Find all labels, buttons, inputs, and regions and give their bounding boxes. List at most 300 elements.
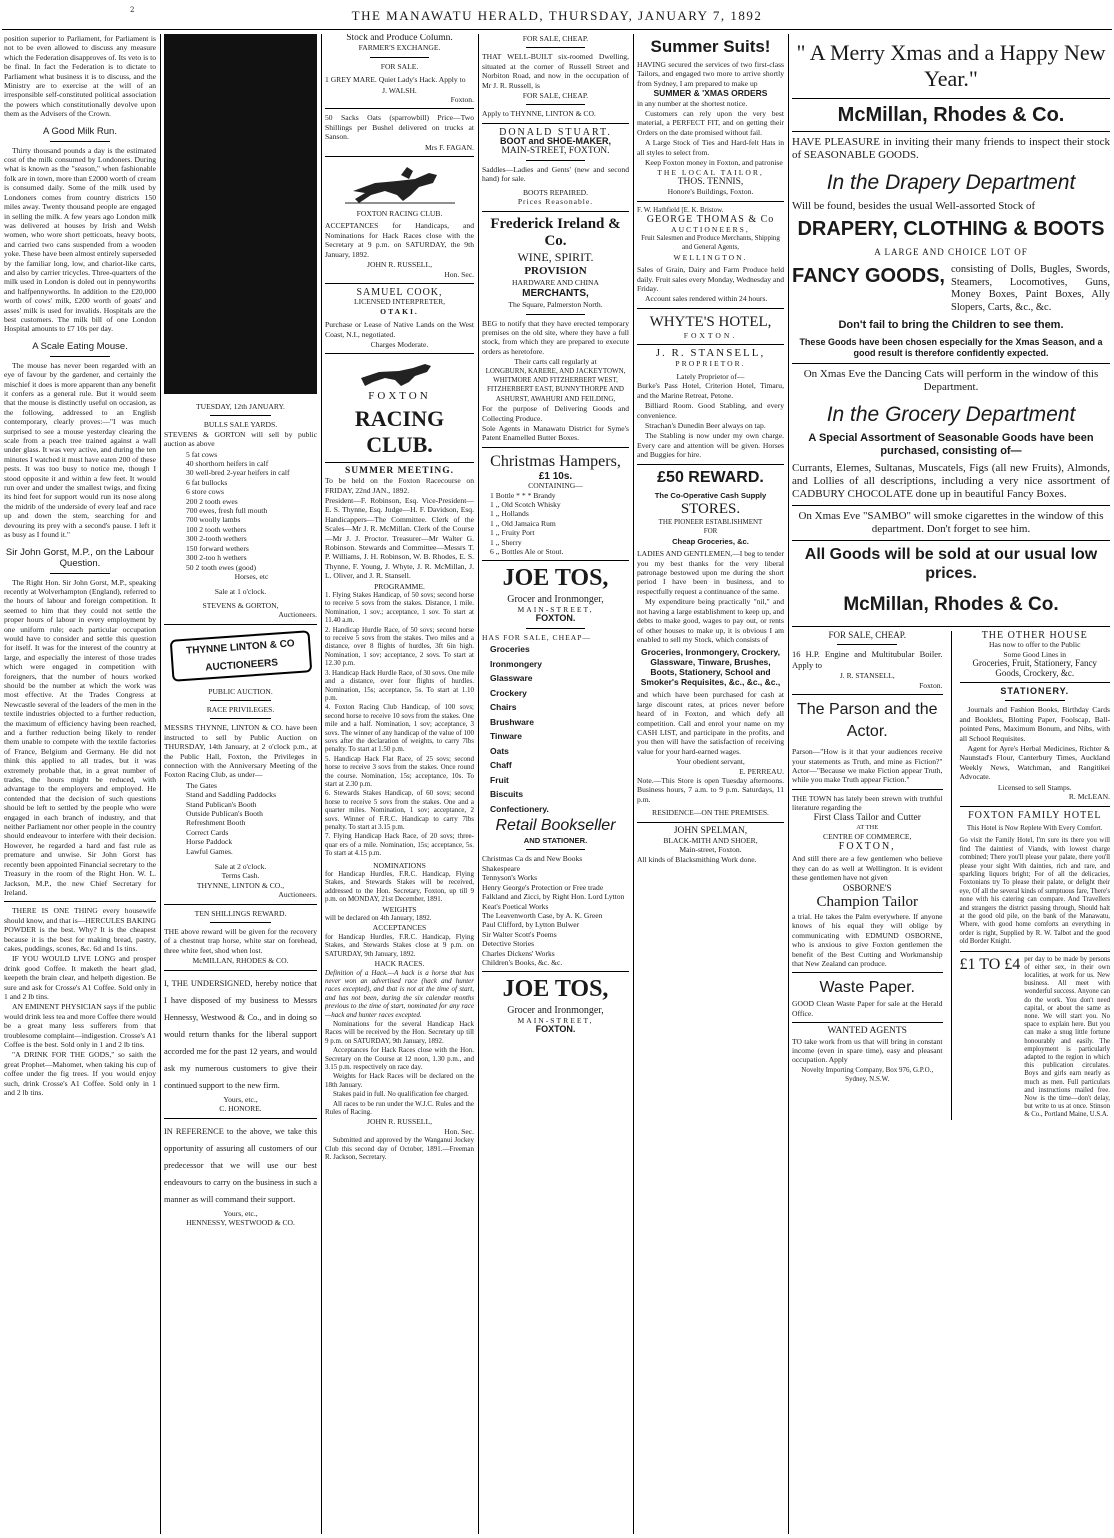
fi-address: The Square, Palmerston North. <box>508 300 603 310</box>
column-4 <box>482 34 629 1534</box>
list-item: Lawful Games. <box>186 846 233 856</box>
divider <box>792 694 943 695</box>
hotel-poem: Go visit the Family Hotel, I'm sure its there you will find The daintiest of Viands, with lowest charge combined; There you'll please your palate, there you'll please your sight With dainties, rich and rare, and sparkling liquors bright; For of all the delicacies, Foxtonians try To please their palate, or delight their eye, Of all the several kinds of sumptuous fare, There's none with his catering can compare. And Travellers and strangers the district passing through, Should halt at the good old pile, on the bank of the Manawatu, Where, with good home comforts an everything in order is right, Supplied by R. W. Talbot and the good old Border Knight. <box>959 837 1110 946</box>
list-item: 700 ewes, fresh full mouth <box>186 506 268 516</box>
oh-offer: Has now to offer to the Public <box>989 640 1081 650</box>
list-item: Paul Clifford, by Lytton Bulwer <box>482 920 580 930</box>
list-item: 6 store cows <box>186 487 224 497</box>
divider <box>482 447 629 448</box>
gt-firm: GEORGE THOMAS & Co <box>646 214 775 226</box>
divider <box>210 922 271 923</box>
divider <box>792 789 943 790</box>
ladies-notice: LADIES AND GENTLEMEN,—I beg to tender you my best thanks for the very liberal patronage bestowed upon me during the short period I have been in business, and to respectfully request a continuance of the same. <box>637 549 784 596</box>
nominations-body: for Handicap Hurdles, F.R.C. Handicap, Flying Stakes, and Stewards Stakes will be received, addressed to the Hon. Secretary, Foxton, up till 9 p.m. on MONDAY, 21st December, 1891. <box>325 870 474 904</box>
reward-body: THE above reward will be given for the recovery of a chestnut trap horse, white star on forehead, three white feet, shod when lost. <box>164 927 317 955</box>
divider <box>325 462 474 463</box>
hp-signature: J. R. STANSELL, <box>839 671 895 681</box>
joe-tos-title: JOE TOS, <box>502 565 609 592</box>
list-item: Stand Publican's Booth <box>186 799 257 809</box>
parson-title: The Parson and the Actor. <box>796 701 938 741</box>
list-item: 300 2-tooth wethers <box>186 534 247 544</box>
approved-note: Submitted and approved by the Wanganui Jockey Club this second day of October, 1891.—Freeman R. Jackson, Secretary. <box>325 1136 474 1162</box>
stuart-address: MAIN-STREET, FOXTON. <box>501 145 610 156</box>
bulls-signature: STEVENS & GORTON, <box>202 600 279 610</box>
fi-hardware: HARDWARE AND CHINA <box>512 277 599 287</box>
purchased-notice: and which have been purchased for cash at large discount rates, at prices never before heard of in Foxton, and which defy all competition. Call and enrol your name on my CASH LIST, and participate in the profits, and you then will have the satisfaction of receiving value for your hard-earned wages. <box>637 690 784 756</box>
store-hours: Note.—This Store is open Tuesday afternoons. Business hours, 7 a.m. to 9 p.m. Saturdays, 11 p.m. <box>637 775 784 804</box>
divider <box>792 98 1110 99</box>
trial-notice: a trial. He takes the Palm everywhere. If anyone knows of his equal they will oblige by communicating with EDMUND OSBORNE, who is anxious to give Foxton gentlemen the benefit of the Best Cutting and Workmanship that New Zealand can produce. <box>792 911 943 968</box>
race-item: 6. Stewards Stakes Handicap, of 60 sovs; second horse to receive 5 sovs from the stakes. One and a quarter miles. Nomination, 1 sov; acceptance, 2 sovs. Winner of F.R.C. Handicap to carry 7lbs penalty. To start at 3.15 p.m. <box>325 789 474 831</box>
hennessy-notice: IN REFERENCE to the above, we take this opportunity of assuring all customers of our predecessor that we will use our best endeavours to carry on the business in such a manner as will command their support. <box>164 1126 317 1204</box>
public-auction-title: PUBLIC AUCTION. <box>208 686 273 696</box>
list-item: The Leavenworth Case, by A. K. Green <box>482 910 603 920</box>
joe-tos-trade-2: Grocer and Ironmonger, <box>507 1005 604 1017</box>
osborne-name: OSBORNE'S <box>842 882 892 893</box>
list-item: Charles Dickens' Works <box>482 948 555 958</box>
list-item: Children's Books, &c. &c. <box>482 957 563 967</box>
lower-right-column <box>960 631 1111 1120</box>
list-item: The Gates <box>186 780 217 790</box>
divider <box>792 626 1110 627</box>
rc-title: RACING CLUB. <box>354 405 445 457</box>
fi-name: Frederick Ireland & Co. <box>490 215 621 249</box>
fifty-pound-reward: £50 REWARD. <box>657 468 764 486</box>
stationery-heading: STATIONERY. <box>1000 686 1070 697</box>
list-item: 200 2 tooth ewes <box>186 496 238 506</box>
column-2 <box>164 34 317 1534</box>
hercules-ad: THERE IS ONE THING every housewife should know, and that is—HERCULES BAKING POWDER is the best. Why? It is the cheapest because it is the best for making bread, pastry, cakes, puddings, scones, &c. 6d and 1s tins. <box>4 906 156 953</box>
redacted-block <box>164 34 317 394</box>
accept-role: Hon. Sec. <box>444 269 474 279</box>
retail-bookseller: Retail Bookseller <box>495 817 616 835</box>
stores-label: STORES. <box>680 501 741 518</box>
column-5 <box>637 34 784 1534</box>
joe-tos-town: FOXTON. <box>535 613 576 624</box>
divider <box>960 951 1111 952</box>
local-tailor: THE LOCAL TAILOR, <box>657 168 764 178</box>
billiard-room: Billiard Room. Good Stabling, and every convenience. <box>637 401 784 420</box>
list-item: Stand and Saddling Paddocks <box>186 790 277 800</box>
cook-charges: Charges Moderate. <box>370 339 429 349</box>
all-goods: All Goods will be sold at our usual low prices. <box>804 546 1098 582</box>
rc-date: To be held on the Foxton Racecourse on FRIDAY, 22nd JAN., 1892. <box>325 476 474 495</box>
merry-xmas: " A Merry Xmas and a Happy New Year." <box>796 40 1106 91</box>
wanted-signature: Novelty Importing Company, Box 976, G.P.O., Sydney, N.S.W. <box>801 1065 934 1084</box>
list-item: Fruit <box>490 774 509 785</box>
reward-title: TEN SHILLINGS REWARD. <box>194 908 287 918</box>
whyte-hotel: WHYTE'S HOTEL, <box>649 313 772 330</box>
hack-nominations: Nominations for the several Handicap Hack Races will be received by the Hon. Secretary up till 9 p.m. on SATURDAY, 9th January, 1892. <box>325 1019 474 1045</box>
mrc-title-2: McMillan, Rhodes & Co. <box>843 594 1059 615</box>
fi-towns: LONGBURN, KARERE, AND JACKEYTOWN, WHITMORE AND FITZHERBERT WEST, FITZHERBERT EAST, BUNNYTHORPE AND ASHURST, AWAHURI AND FEILDING, <box>485 366 626 403</box>
column-rule <box>321 34 322 1534</box>
list-item: 150 forward wethers <box>186 543 249 553</box>
bulls-intro: STEVENS & GORTON will sell by public auction as above <box>164 429 317 449</box>
list-item: Detective Stories <box>482 939 535 949</box>
list-item: Chaff <box>490 760 512 771</box>
stabling: The Stabling is now under my own charge. Every care and attention will be given. Horses and Buggies for hire. <box>637 431 784 460</box>
gt-names: F. W. Hathfield [E. K. Bristow. <box>637 205 724 214</box>
scale-mouse-article: The mouse has never been regarded with an eye of favour by the gardener, and certainly the mischief it does is more apparent than any benefit it confers as a general rule. But it would seem that the mouse is distinctly useful on occasion, as the following, addressed to an English contemporary, clearly proves:—"I was much surprised to see a mouse yesterday clearing the scale from a peach tree trained against a wall under glass. It was very active, and during the ten minutes I watched it must have eaten 200 of these pests. It was too busy to notice me, though I stood opposite it and within a few feet. It would run over and under the smallest twigs, and fixing its hind feet for support would run its nose along the midrib of the underside of every leaf and race up and down the stem, searching for and devouring its prey with a second's pause. I left it as busy as I found it." <box>4 360 156 540</box>
stationery-body: Journals and Fashion Books, Birthday Cards and Booklets, Blotting Paper, Foolscap, Ball-pointed Pens, Maximum Bonum, and Nibs, with all School Requisites. <box>959 705 1110 743</box>
bulls-sale-time: Sale at 1 o'clock. <box>214 587 267 597</box>
divider <box>637 201 784 202</box>
divider <box>210 415 271 416</box>
reward-signature: McMILLAN, RHODES & CO. <box>192 956 289 966</box>
divider <box>164 1118 317 1119</box>
list-item: Outside Publican's Booth <box>186 809 263 818</box>
divider <box>210 718 271 719</box>
hp-town: Foxton. <box>919 680 943 690</box>
list-item: Horses, etc <box>234 571 269 581</box>
suits-ties: A Large Stock of Ties and Hard-felt Hats in all styles to select from. <box>637 138 784 157</box>
pounds-headline: £1 TO £4 <box>959 955 1021 973</box>
fi-body: BEG to notify that they have erected temporary premises on the old site, where they have a full stock, from which they are prepared to execute orders as heretofore. <box>482 318 629 356</box>
gt-body: Sales of Grain, Dairy and Farm Produce held daily. Fruit sales every Monday, Wednesday and Friday. <box>637 265 784 293</box>
list-item: Confectionery. <box>490 803 549 814</box>
stock-produce-title: Stock and Produce Column. <box>346 34 453 43</box>
bulls-yards: BULLS SALE YARDS. <box>203 420 278 430</box>
hennessy-yours: Yours, etc., <box>223 1208 258 1218</box>
mare-place: Foxton. <box>450 95 474 105</box>
divider <box>526 47 585 48</box>
foxton-label: FOXTON, <box>838 840 896 852</box>
rc-signature: JOHN R. RUSSELL, <box>367 1117 432 1127</box>
divider <box>482 211 629 212</box>
rc-officers: President—F. Robinson, Esq. Vice-President—E. S. Thynne, Esq. Judge—H. F. Davidson, Esq. Handicappers—The Committee. Clerk of the Scales—Mr J. R. McMillan. Clerk of the Course—Mr J. J. Proctor. Treasurer—Mr Walter G. Robinson. Stewards and Committee—Messrs T. P. Williams, J. H. Robinson, W. B. Rhodes, E. S. Thynne, F. Young, J. Whyte, J. R. McMillan, J. L. Oliver, and J. R. Stansell. <box>325 495 474 581</box>
fi-wine: WINE, SPIRIT. <box>517 249 594 264</box>
divider <box>1005 700 1065 701</box>
dancing-cats: On Xmas Eve the Dancing Cats will perform in the window of this Department. <box>803 368 1099 393</box>
stansell-name: J. R. STANSELL, <box>655 347 766 360</box>
summer-suits-title: Summer Suits! <box>650 37 771 56</box>
race-item: 1. Flying Stakes Handicap, of 50 sovs; second horse to receive 5 sovs from the stakes. Distance, 1 mile. Nomination, 1 sov.; acceptance, 1 sov. To start at 11.40 a.m. <box>325 591 474 625</box>
stationer-label: AND STATIONER. <box>523 836 588 846</box>
smith-work: All kinds of Blacksmithing Work done. <box>637 854 757 864</box>
column-6 <box>792 34 1110 1534</box>
suits-keep: Keep Foxton money in Foxton, and patronise <box>645 158 783 168</box>
list-item: Shakespeare <box>482 863 520 873</box>
divider <box>482 560 629 561</box>
list-item: 6 fat bullocks <box>186 477 228 487</box>
federation-article: position superior to Parliament, for Parliament is not to be even allowed to discuss any measure which the Federation disapproves of. Its veto is to be final. In fact the Federation is to dictate to Parliament what business it is to discuss, and the Ministry are to exercise at the will of an irresponsible self-constituted political association the powers which constitutionally devolve upon them as the Advisers of the Crown. <box>4 34 156 119</box>
other-house: THE OTHER HOUSE <box>981 630 1088 641</box>
honore-notice: I, THE UNDERSIGNED, hereby notice that I have disposed of my business to Messrs Hennessy, Westwood & Co., and in doing so would return thanks for the liberal support accorded me for the past 12 years, and would ask my numerous customers to give their continued support to the new firm. <box>164 978 317 1090</box>
obedient-servant: Your obedient servant, <box>676 757 745 767</box>
rules-note: All races to be run under the W.J.C. Rules and the Rules of Racing. <box>325 1099 474 1116</box>
special-assortment: A Special Assortment of Seasonable Goods have been purchased, consisting of— <box>808 432 1094 457</box>
spelman-name: JOHN SPELMAN, <box>673 825 748 836</box>
list-item: 1 ,, Fruity Port <box>490 528 535 538</box>
page-mark: 2 <box>130 6 135 14</box>
list-item: 1 ,, Old Jamaica Rum <box>490 518 556 528</box>
hack-definition: Definition of a Hack.—A hack is a horse that has never won an advertised race (hack and hunter races excepted), and that is not at the time of start, and has not been, during the six calendar months previous to the time of start, nominated for any race—hack and hunter races excepted. <box>325 968 474 1019</box>
nominations-heading: NOMINATIONS <box>373 860 426 870</box>
racehorse-icon <box>355 358 445 388</box>
joe-tos-has: HAS FOR SALE, CHEAP— <box>482 632 592 642</box>
list-item: 30 well-bred 2-year heifers in calf <box>186 468 290 478</box>
bring-children: Don't fail to bring the Children to see them. <box>838 319 1064 331</box>
currants-notice: Currants, Elemes, Sultanas, Muscatels, Figs (all new Fruits), Almonds, and Lollies of all descriptions, including a very nice assortment of CADBURY CHOCOLATE done up in beautiful Fancy Boxes. <box>792 462 1110 500</box>
at-the: AT THE <box>856 824 879 832</box>
for-label: FOR <box>703 527 718 536</box>
list-item: Correct Cards <box>186 827 229 837</box>
lower-columns <box>792 631 1110 1120</box>
divider <box>325 156 474 157</box>
list-item: 700 woolly lambs <box>186 515 241 525</box>
divider <box>164 970 317 971</box>
oats-ad: 50 Sacks Oats (sparrowbill) Price—Two Shillings per Bushel delivered on trucks at Sanson. <box>325 113 474 142</box>
sambo-notice: On Xmas Eve "SAMBO" will smoke cigarettes in the window of this department. Don't forget to see him. <box>798 510 1104 535</box>
suits-notice: in any number at the shortest notice. <box>637 98 748 108</box>
coffee-ad: IF YOU WOULD LIVE LONG and prosper drink good Coffee. It maketh the heart glad, keepeth the brain clear, and helpeth digestion. Be sure and ask for Crosse's A1 Coffee. Sold only in 1 and 2 lb tins. <box>4 954 156 1001</box>
race-item: 2. Handicap Hurdle Race, of 50 sovs; second horse to receive 5 sovs from the stakes. Two miles and a distance, over 8 flights of hurdles, 3ft 6in high. Nomination, 1 sov; acceptance, 2 sovs. To start at 12.30 p.m. <box>325 625 474 668</box>
smith-trade: BLACK-MITH AND SHOER, <box>663 836 758 845</box>
list-item: Henry George's Protection or Free trade <box>482 882 604 892</box>
list-item: Oats <box>490 745 509 756</box>
tennis-name: THOS. TENNIS, <box>677 176 744 187</box>
divider <box>325 108 474 109</box>
divider <box>960 806 1111 807</box>
masthead <box>0 4 1114 30</box>
gt-role: AUCTIONEERS, <box>671 224 750 234</box>
acceptances-body: for Handicap Hurdles, F.R.C. Handicap, Flying Stakes, and Stewards Stakes close at 9 p.m. on SATURDAY, 9th January, 1892. <box>325 932 474 958</box>
whyte-town: FOXTON. <box>683 330 738 340</box>
hennessy-signature: HENNESSY, WESTWOOD & CO. <box>186 1217 295 1227</box>
pa-role: Auctioneers. <box>278 890 317 900</box>
expenditure-notice: My expenditure being practically "nil," and not having a large establishment to keep up, and debts to make good, wages to pay out, or rents of other houses to make up, it is obvious I am enabled to sell my Stock, which consists of <box>637 597 784 644</box>
pleasure-notice: HAVE PLEASURE in inviting their many friends to inspect their stock of SEASONABLE GOODS. <box>792 136 1110 161</box>
for-sale-cheap-2: FOR SALE, CHEAP. <box>522 91 589 101</box>
fancy-goods-body: consisting of Dolls, Bugles, Swords, Steamers, Locomotives, Guns, Money Boxes, Paint Boxes, Ally Slopers, Carts, &c., &c. <box>951 264 1110 313</box>
divider <box>325 283 474 284</box>
joe-tos-items <box>482 642 629 816</box>
list-item: Falkland and Zicci, by Right Hon. Lord Lytton <box>482 892 625 902</box>
house-ad: THAT WELL-BUILT six-roomed Dwelling, situated at the corner of Russell Street and Norbiton Road, and now in the occupation of Mr J. R. Russell, is <box>482 52 629 90</box>
list-item: 5 fat cows <box>186 449 218 459</box>
first-class-tailor: First Class Tailor and Cutter <box>813 812 921 823</box>
acceptances-notice: ACCEPTANCES for Handicaps, and Nominations for Hack Races close with the Secretary at 9 p.m. on SATURDAY, the 9th January, 1892. <box>325 221 474 259</box>
mare-signature: J. WALSH. <box>382 85 417 95</box>
list-item: Groceries <box>490 644 530 655</box>
hack-acceptances: Acceptances for Hack Races close with the Hon. Secretary on the Course at 12 noon, 1.30 p.m., and 3.15 p.m. respectively on race day. <box>325 1046 474 1071</box>
cook-body: Purchase or Lease of Native Lands on the West Coast, N.I., negotiated. <box>325 320 474 339</box>
bulls-stock-list <box>164 450 317 582</box>
list-item: 100 2 tooth wethers <box>186 524 247 534</box>
grocery-dept: In the Grocery Department <box>826 403 1076 426</box>
divider <box>792 1022 943 1023</box>
joe-tos-street: MAIN-STREET, <box>517 604 594 614</box>
list-item: 300 2-too h wethers <box>186 553 247 563</box>
mclean-signature: R. McLEAN. <box>1068 792 1110 802</box>
list-item: 1 ,, Hollands <box>490 509 529 519</box>
list-item: 1 ,, Sherry <box>490 537 522 547</box>
centre-commerce: CENTRE OF COMMERCE, <box>823 832 912 842</box>
pa-sale-time: Sale at 2 o'clock. <box>214 862 267 872</box>
cheap-groceries: Cheap Groceries, &c. <box>672 536 749 546</box>
stamps-license: Licensed to sell Stamps. <box>997 782 1072 792</box>
oats-signature: Mrs F. FAGAN. <box>424 142 474 152</box>
stuart-trade: BOOT and SHOE-MAKER, <box>499 136 611 147</box>
column-rule <box>788 34 789 1534</box>
racing-club-name: FOXTON RACING CLUB. <box>356 209 443 219</box>
joe-tos-trade: Grocer and Ironmonger, <box>507 594 604 606</box>
pa-signature: THYNNE, LINTON & CO., <box>196 880 285 890</box>
farmers-exchange: FARMER'S EXCHANGE. <box>358 43 441 53</box>
divider <box>960 682 1111 683</box>
family-hotel: FOXTON FAMILY HOTEL <box>968 809 1102 821</box>
chosen-notice: These Goods have been chosen especially for the Xmas Season, and a good result is therefore confidently expected. <box>799 337 1103 358</box>
divider <box>637 308 784 309</box>
list-item: Keat's Poetical Works <box>482 901 549 911</box>
column-rule <box>478 34 479 1534</box>
books-list <box>482 854 629 967</box>
divider <box>4 901 156 902</box>
heading-scale-mouse: A Scale Eating Mouse. <box>32 340 128 352</box>
fi-purpose: For the purpose of Delivering Goods and Collecting Produce. <box>482 404 629 423</box>
divider <box>526 628 585 629</box>
divider <box>792 540 1110 541</box>
prices-reasonable: Prices Reasonable. <box>517 197 594 207</box>
privileges-list <box>164 781 317 856</box>
pounds-body: per day to be made by persons of either sex, in their own localities, at work for us. New business. All meet with wonderful success. Anyone can do the work. You don't need capital, or about the same as none. We will start you. No space to explain here. But you can make a snug little fortune honourably and easily. The employment is particularly adapted to the region in which this publication circulates. Boys and girls earn nearly as much as men. Full particulars and instructions mailed free. Now is the time—don't delay, but write to us at once. Stinson & Co., Portland Maine, U.S.A. <box>1024 955 1110 1119</box>
public-auction-body: MESSRS THYNNE, LINTON & CO. have been instructed to sell by Public Auction on THURSDAY, 14th January, at 2 o'clock p.m., at the Public Hall, Foxton, the Privileges in connection with the Anniversary Meeting of the Foxton Racing Club, as under— <box>164 723 317 780</box>
fi-carts: Their carts call regularly at <box>514 357 597 367</box>
divider <box>792 363 1110 364</box>
gt-trade: Fruit Salesmen and Produce Merchants, Shipping and General Agents, <box>641 233 780 252</box>
acceptances-heading: ACCEPTANCES <box>372 923 427 933</box>
rc-role: Hon. Sec. <box>444 1126 474 1136</box>
divider <box>637 464 784 465</box>
coop-label: The Co-Operative Cash Supply <box>654 490 767 500</box>
fancy-goods-block <box>792 264 1110 314</box>
column-3 <box>325 34 474 1534</box>
fi-provision: PROVISION <box>524 264 587 277</box>
drink-gods-ad: "A DRINK FOR THE GODS," so saith the great Prophet—Mahomet, when taking his cup of coffee under the fig trees. If you would enjoy such, drink Crosse's A1 Coffee. Sold only in 1 and 2 lb tins. <box>4 1050 156 1098</box>
list-item: Tennyson's Works <box>482 873 538 883</box>
accept-signature: JOHN R. RUSSELL, <box>367 260 432 270</box>
divider <box>325 353 474 354</box>
gorst-article: The Right Hon. Sir John Gorst, M.P., speaking recently at Wolverhampton (England), referred to the hours of labour and foreign competition. It seemed to him that they could not settle the proper hours of labour in every employment by one uniform rule; each particular occupation would have to consider and settle this question for itself. It was for the interest of the country at large, and especially the interest of those trades which were engaged in competition with foreigners, that the number of hours worked should be the number at which the work was most effective. At the Trades Congress at Newcastle several of the leaders of the men in the textile industries objected to a further reduction, the maximum of efficiency having been reached, and a further reduction being likely to render them unable to compete with the textile factories of France, Belgium and Germany. He did not think this applied to all trades, but it was extremely probable that, in a great number of trades, the hours might be reduced, with advantage to the employers and employed. He contended that the decision of such questions should be left to settled by the people who were engaged in each branch of industry, and that neither Parliament nor other people in the country should endeavour to interfere with their decision. However, he regarded a hard and fast rule as premature and unwise. Sir John Gorst has recently been appointed Financial secretary to the Treasury in the room of the Right Hon. W. L. Jackson, M.P., the new Chief Secretary for Ireland. <box>4 577 156 897</box>
divider <box>370 57 430 58</box>
mrc-title: McMillan, Rhodes & Co. <box>837 104 1065 126</box>
divider <box>792 972 943 973</box>
smith-address: Main-street, Foxton. <box>679 845 742 855</box>
list-item: 6 ,, Bottles Ale or Stout. <box>490 547 564 557</box>
divider <box>526 849 585 850</box>
physician-ad: AN EMINENT PHYSICIAN says if the public would drink less tea and more Coffee there would be a great many less sufferers from that troublesome complaint—indigestion. Crosse's A1 Coffee is the best. Sold only in 1 and 2 lb tins. <box>4 1002 156 1049</box>
lately: Lately Proprietor of— <box>676 371 745 381</box>
suits-orders: SUMMER & 'XMAS ORDERS <box>653 88 768 99</box>
hamper-price: £1 10s. <box>538 470 573 482</box>
hampers-title: Christmas Hampers, <box>490 452 621 470</box>
heading-gorst: Sir John Gorst, M.P., on the Labour Question. <box>5 546 155 569</box>
race-item: 7. Flying Handicap Hack Race, of 20 sovs; three-quar ers of a mile. Nomination, 15s; acceptance, 5s. To start at 4.15 p.m. <box>325 832 474 858</box>
still-notice: And still there are a few gentlemen who believe they can do as well at Wellington. It is evident these gentlemen have not given <box>792 854 943 883</box>
fi-agents: Sole Agents in Manawatu District for Syme's Patent Enamelled Butter Boxes. <box>482 423 629 443</box>
divider <box>637 822 784 823</box>
suits-customers: Customers can rely upon the very best material, a PERFECT FIT, and on getting their Orders on the date promised without fail. <box>637 109 784 137</box>
waste-paper: Waste Paper. <box>819 979 915 997</box>
gt-accounts: Account sales rendered within 24 hours. <box>645 294 768 304</box>
divider <box>50 573 111 574</box>
newspaper-title: THE MANAWATU HERALD, THURSDAY, JANUARY 7, 1892 <box>351 8 763 23</box>
fancy-goods: FANCY GOODS, <box>792 265 945 287</box>
for-sale-cheap: FOR SALE, CHEAP. <box>522 34 589 43</box>
for-sale-label: FOR SALE. <box>380 61 419 71</box>
list-item: Christmas Ca ds and New Books <box>482 854 583 864</box>
gt-town: WELLINGTON. <box>673 252 748 262</box>
list-item: Ironmongery <box>490 658 542 669</box>
list-item: Chairs <box>490 702 517 713</box>
waste-body: GOOD Clean Waste Paper for sale at the Herald Office. <box>792 999 943 1018</box>
weights-heading: WEIGHTS <box>382 904 417 914</box>
heading-milk-run: A Good Milk Run. <box>43 125 117 137</box>
list-item: Brushware <box>490 716 534 727</box>
column-rule <box>160 34 161 1534</box>
honore-signature: C. HONORE. <box>219 1104 262 1114</box>
cook-place: OTAKI. <box>380 306 419 316</box>
house-apply: Apply to THYNNE, LINTON & CO. <box>482 109 596 119</box>
divider <box>526 104 585 105</box>
drapery-dept: In the Drapery Department <box>826 171 1076 194</box>
list-item: Biscuits <box>490 789 524 800</box>
rc-town: FOXTON <box>368 390 431 403</box>
list-item: Crockery <box>490 687 527 698</box>
programme-heading: PROGRAMME. <box>374 581 425 591</box>
list-item: Horse Paddock <box>186 837 233 847</box>
hotel-replete: This Hotel is Now Replete With Every Comfort. <box>966 823 1103 832</box>
town-notice: THE TOWN has lately been strewn with truthful literature regarding the <box>792 793 943 813</box>
large-choice: A LARGE AND CHOICE LOT OF <box>874 247 1028 257</box>
stakes-note: Stakes paid in full. No qualification fee charged. <box>333 1090 469 1099</box>
will-be-found: Will be found, besides the usual Well-assorted Stock of <box>792 200 1036 212</box>
pounds-ad <box>960 956 1111 1120</box>
stationery-agent: Agent for Ayre's Herbal Medicines, Richter & Naunstad's Flour, Canterbury Times, Auckland Weekly News, Watchman, and Rangitikei Advocate. <box>959 744 1110 782</box>
race-item: 3. Handicap Hack Hurdle Race, of 30 sovs. One mile and a distance, over four flights of hurdles. Nomination, 15s; acceptance, 5s. To start at 1.10 p.m. <box>325 668 474 702</box>
list-item: 1 ,, Old Scotch Whisky <box>490 500 561 509</box>
joe-tos-street-2: MAIN-STREET, <box>517 1015 594 1025</box>
wanted-body: TO take work from us that will bring in constant income (even in spare time), easy and pleasant occupation. Apply <box>792 1036 943 1065</box>
race-programme <box>325 591 474 858</box>
divider <box>164 624 317 625</box>
boots-repaired: BOOTS REPAIRED. <box>522 187 589 197</box>
weights-body: will be declared on 4th January, 1892. <box>325 914 432 923</box>
bulls-role: Auctioneers. <box>278 610 317 620</box>
list-item: 1 Bottle * * * Brandy <box>490 490 556 500</box>
joe-tos-title-2: JOE TOS, <box>502 976 609 1003</box>
hp-title: FOR SALE, CHEAP. <box>828 630 906 640</box>
masthead-rule <box>2 29 1112 30</box>
cook-name: SAMUEL COOK, <box>356 286 443 298</box>
list-item: Refreshment Booth <box>186 818 246 828</box>
drapery-line: DRAPERY, CLOTHING & BOOTS <box>797 218 1105 240</box>
hamper-items <box>482 491 629 557</box>
dunedin-beer: Strachan's Dunedin Beer always on tap. <box>645 421 766 430</box>
column-1 <box>4 34 156 1534</box>
divider <box>482 971 629 972</box>
race-privileges: RACE PRIVILEGES. <box>206 704 275 714</box>
hp-body: 16 H.P. Engine and Multitubular Boiler. Apply to <box>792 649 943 670</box>
oh-good-lines: Some Good Lines in <box>1003 649 1067 659</box>
goods-list: Groceries, Ironmongery, Crockery, Glassware, Tinware, Brushes, Boots, Stationery, School and Smoker's Requisites, &c., &c., &c., <box>640 647 781 688</box>
divider <box>637 344 784 345</box>
thynne-linton-logo <box>169 630 312 682</box>
grey-mare-ad: 1 GREY MARE. Quiet Lady's Hack. Apply to <box>325 75 466 85</box>
pa-terms: Terms Cash. <box>221 871 260 881</box>
suits-body: HAVING secured the services of two first-class Tailors, and engaged two more to arrive shortly from Sydney, I am prepared to make up <box>637 60 784 88</box>
